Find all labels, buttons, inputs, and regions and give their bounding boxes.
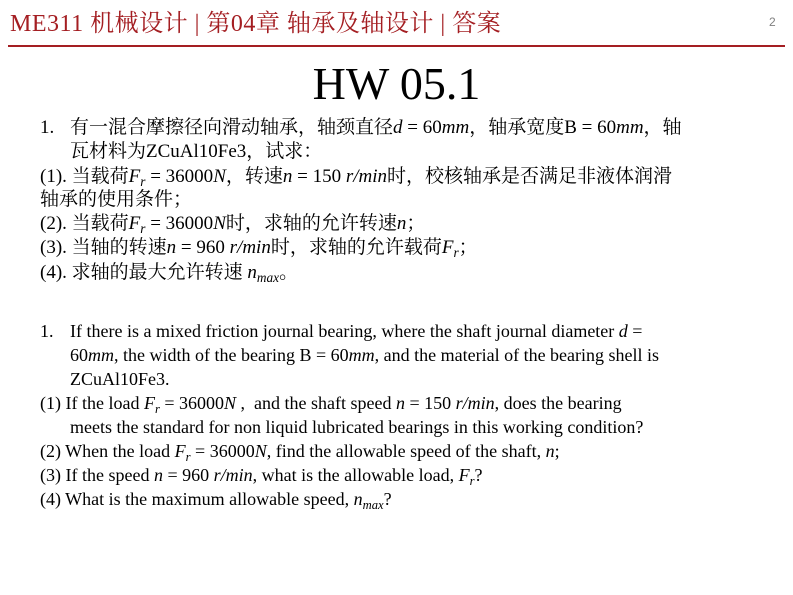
math-variable: d [618,321,628,341]
math-value: = 150 [292,166,346,187]
math-variable: n [166,237,177,258]
cn-line-7 [40,261,298,285]
math-value: = 36000 [145,166,214,187]
text-run: 时，求轴的允许载荷 [270,237,442,258]
math-value: = 36000 [159,393,225,413]
text-run: 当轴的转速 [66,237,167,258]
en-problem-number [40,319,54,343]
text-run: 求轴的最大允许转速 [66,262,248,283]
math-subscript: r [453,244,459,260]
math-variable: F [128,166,141,187]
en-line-8 [40,487,392,511]
text-run: What is the maximum allowable speed, [61,489,354,509]
en-line-2 [70,343,659,367]
en-line-5 [70,415,643,439]
math-variable: n [353,489,363,509]
math-variable: F [174,441,186,461]
cn-line-4 [40,188,192,212]
problem-number: 1. [40,321,54,341]
item-label: (1). [40,166,67,187]
text-run: If the speed [61,465,154,485]
math-variable: F [128,213,141,234]
math-value: = 36000 [190,441,255,461]
math-subscript: r [154,401,160,416]
math-subscript: r [140,220,146,236]
slide-header-title: ME311 机械设计 | 第04章 轴承及轴设计 | 答案 [10,11,502,37]
en-line-6 [40,439,560,463]
math-unit: N [254,441,267,461]
slide-title: HW 05.1 [312,58,481,109]
math-value: = 60 [576,117,617,138]
text-run: ； [458,237,478,258]
math-value: = 36000 [145,213,214,234]
item-label: (2). [40,213,67,234]
math-variable: d [393,117,403,138]
math-variable: n [545,441,555,461]
text-run: 有一混合摩擦径向滑动轴承，轴颈直径 [70,117,394,138]
math-value: = 960 [162,465,214,485]
text-run: 瓦材料为ZCuAl10Fe3，试求： [70,141,323,162]
text-run: If there is a mixed friction journal bearing, where the shaft journal diameter [70,321,619,341]
math-variable: n [282,166,293,187]
math-unit: N [213,166,226,187]
text-run: 时，求轴的允许转速 [225,213,397,234]
item-label: (3) [40,465,61,485]
header-divider [8,45,785,47]
text-run: 轴承的使用条件； [40,189,193,210]
math-variable: n [153,465,163,485]
text-run: , and the material of the bearing shell is [374,345,660,365]
text-run: 。 [279,262,299,283]
math-unit: mm [616,117,644,138]
cn-line-5 [40,212,425,236]
text-run: ，轴承宽度B [469,117,577,138]
math-unit: mm [441,117,470,138]
math-value: = 960 [176,237,230,258]
text-run: 当载荷 [66,213,129,234]
math-variable: F [143,393,155,413]
math-unit: mm [88,345,114,365]
math-value: = 60 [402,117,442,138]
math-unit: r/min [229,237,271,258]
text-run: , find the allowable speed of the shaft, [266,441,546,461]
item-label: (3). [40,237,67,258]
math-value: 60 [70,345,88,365]
math-variable: n [247,262,257,283]
math-unit: N [213,213,226,234]
text-run: ; [554,441,560,461]
item-label: (4) [40,489,61,509]
math-subscript: r [140,173,146,189]
problem-number: 1. [40,117,55,138]
cn-line-2 [70,140,322,164]
math-unit: r/min [345,166,388,187]
text-run: ，转速 [225,166,283,187]
text-run: ? [474,465,483,485]
cn-line-1 [70,116,682,140]
en-line-3 [70,367,170,391]
cn-line-6 [40,236,478,260]
text-run: When the load [61,441,175,461]
item-label: (2) [40,441,61,461]
math-variable: F [458,465,470,485]
math-variable: F [441,237,454,258]
math-unit: N [224,393,237,413]
math-value: = 150 [405,393,456,413]
text-run: , and the shaft speed [236,393,396,413]
math-value: = [627,321,643,341]
math-unit: mm [348,345,375,365]
math-variable: n [396,393,405,413]
math-subscript: max [362,497,384,512]
item-label: (1) [40,393,61,413]
math-value: = 60 [311,345,349,365]
text-run: If the load [61,393,144,413]
en-line-1 [70,319,642,343]
text-run: 时，校核轴承是否满足非液体润滑 [387,166,673,187]
math-unit: r/min [455,393,495,413]
en-line-4 [40,391,622,415]
text-run: 当载荷 [66,166,129,187]
cn-problem-number [40,116,54,140]
math-variable: n [396,213,407,234]
math-subscript: r [469,473,475,488]
math-subscript: r [185,449,191,464]
text-run: ，轴 [643,117,682,138]
math-unit: r/min [213,465,253,485]
text-run: , does the bearing [494,393,622,413]
text-run: , what is the allowable load, [252,465,459,485]
cn-line-3 [40,165,672,189]
math-subscript: max [256,269,280,285]
text-run: ? [383,489,392,509]
page-number: 2 [769,15,776,29]
en-line-7 [40,463,483,487]
text-run: ZCuAl10Fe3. [70,369,170,389]
item-label: (4). [40,262,67,283]
text-run: , the width of the bearing B [114,345,312,365]
text-run: meets the standard for non liquid lubricated bearings in this working condition? [70,417,644,437]
text-run: ； [406,213,426,234]
